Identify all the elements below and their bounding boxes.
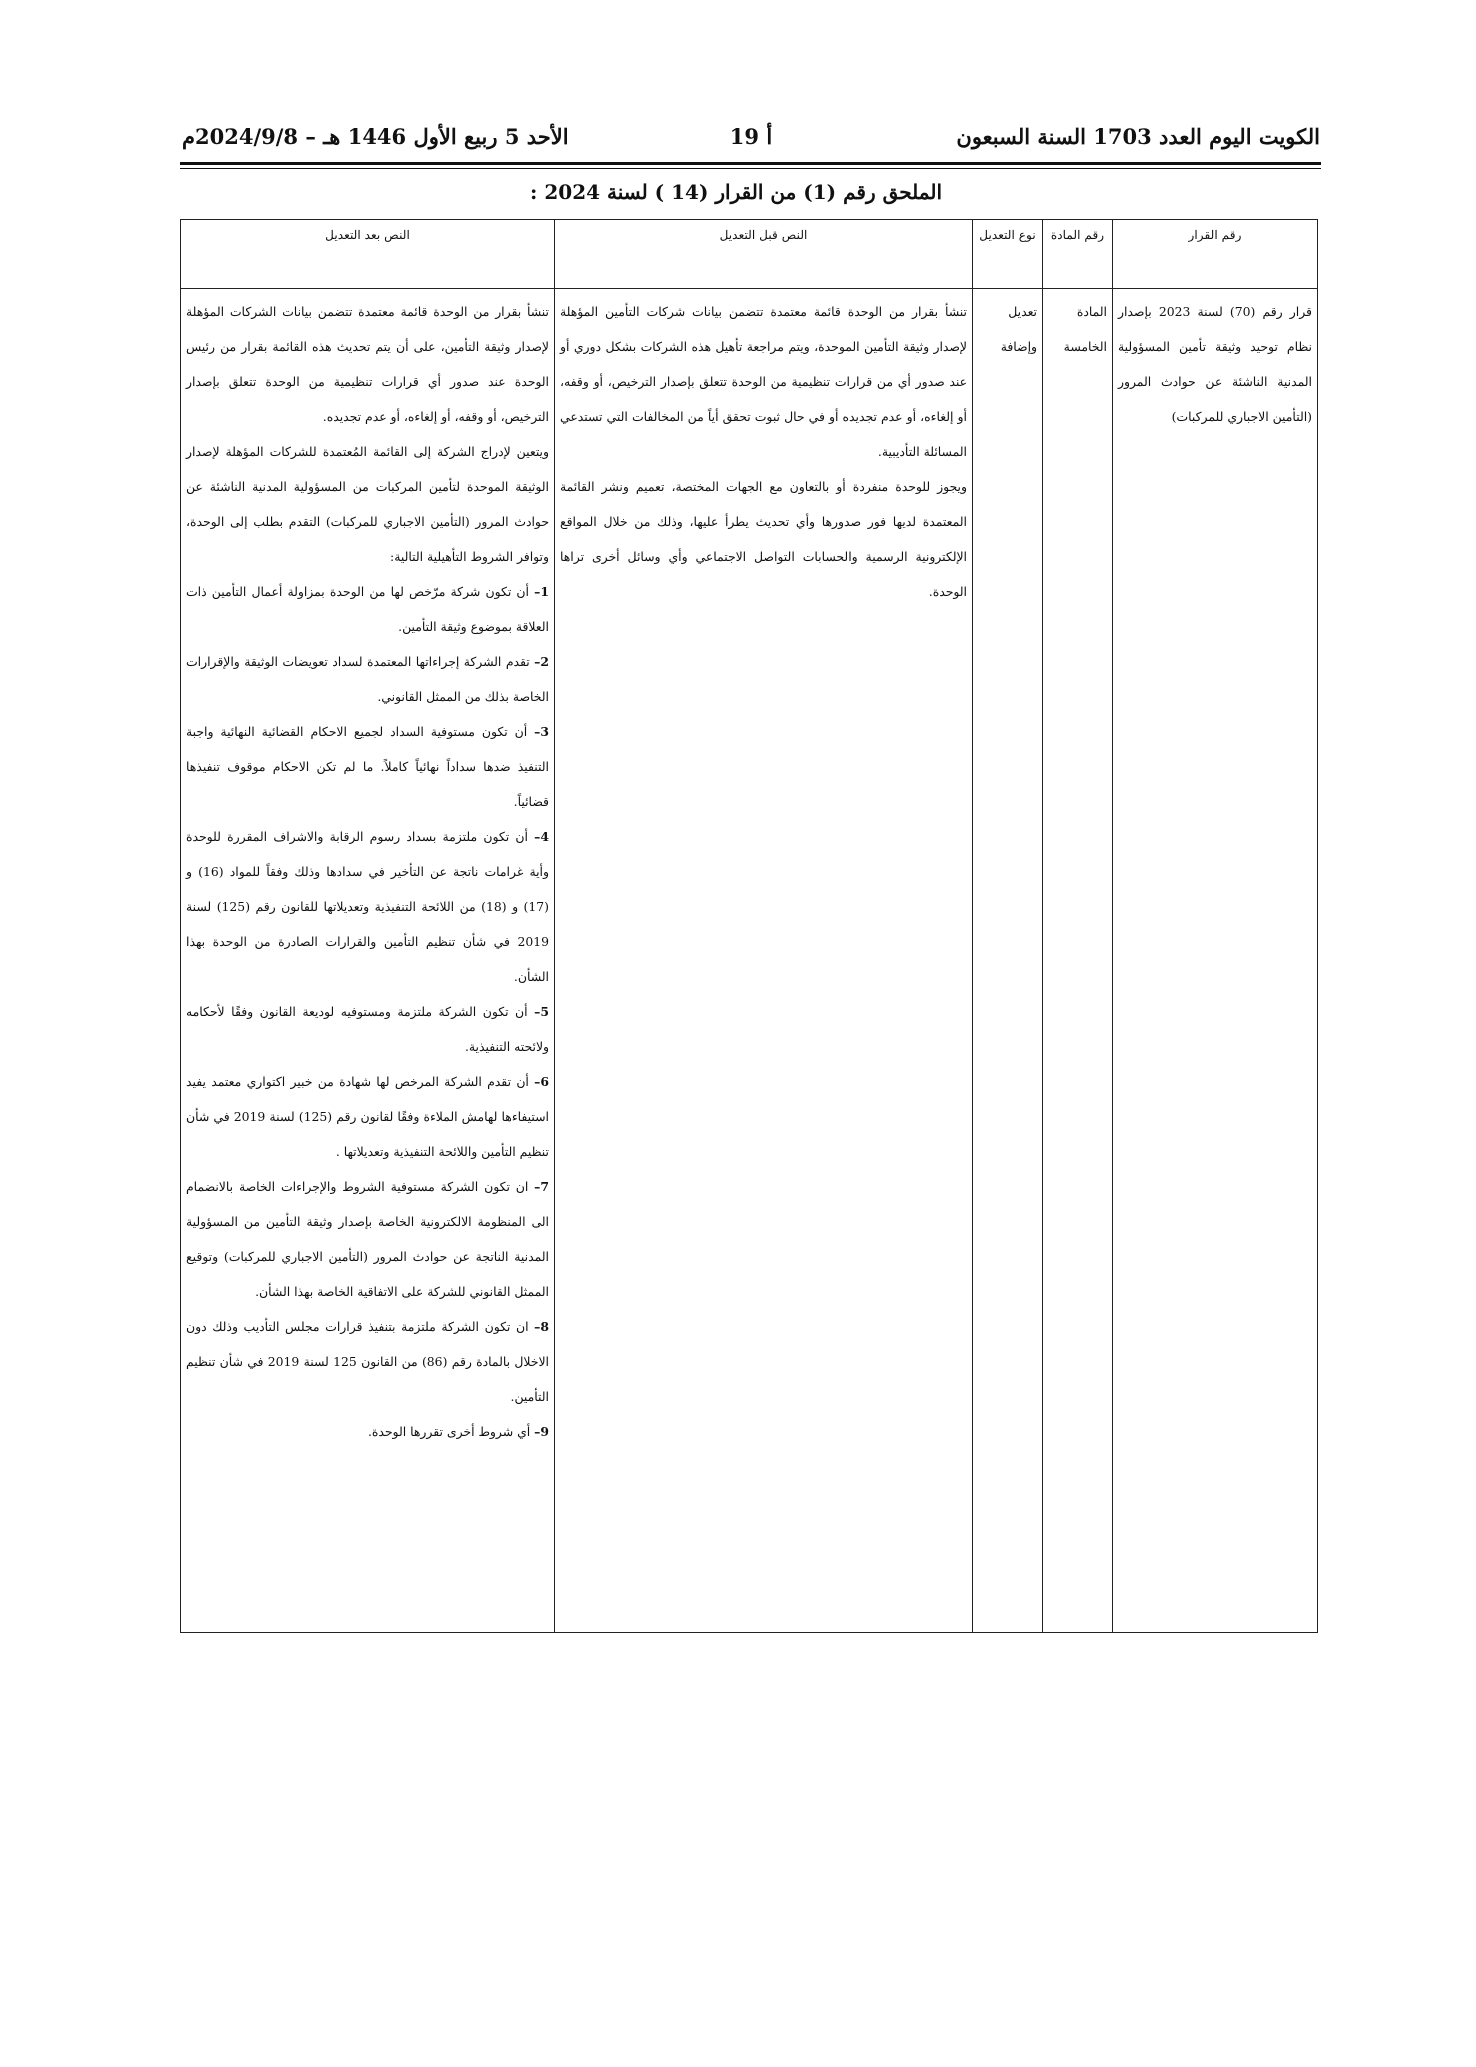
condition-text: أن تكون شركة مرّخص لها من الوحدة بمزاولة أعمال التأمين ذات العلاقة بموضوع وثيقة التأمين. xyxy=(186,584,549,634)
text-before-para-2: ويجوز للوحدة منفردة أو بالتعاون مع الجهات المختصة، تعميم ونشر القائمة المعتمدة لديها فور صدورها وأي تحديث يطرأ عليها، وذلك من خلال المواقع الإلكترونية الرسمية والحسابات التواصل الاجتماعي وأي وسائل أخرى تراها الوحدة. xyxy=(560,479,967,599)
condition-item-3 xyxy=(186,714,549,819)
condition-number: 8– xyxy=(534,1319,549,1334)
table-header-row xyxy=(181,220,1318,289)
condition-item-9 xyxy=(186,1414,549,1449)
condition-number: 7– xyxy=(534,1179,549,1194)
header-rule-thin xyxy=(180,168,1321,169)
condition-item-1 xyxy=(186,574,549,644)
condition-item-8 xyxy=(186,1309,549,1414)
condition-item-2 xyxy=(186,644,549,714)
amendment-table xyxy=(180,219,1318,1633)
cell-text-before xyxy=(555,289,973,1633)
condition-text: أن تكون مستوفية السداد لجميع الاحكام القضائية النهائية واجبة التنفيذ ضدها سداداً نهائياً كاملاً. ما لم تكن الاحكام موقوف تنفيذها قضائياً. xyxy=(186,724,549,809)
cell-amendment-type: تعديل وإضافة xyxy=(973,289,1043,1633)
text-after-intro-1: تنشأ بقرار من الوحدة قائمة معتمدة تتضمن بيانات الشركات المؤهلة لإصدار وثيقة التأمين، على أن يتم تحديث هذه القائمة بقرار من رئيس الوحدة عند صدور أي قرارات تنظيمية من الوحدة تتعلق بإصدار الترخيص، أو وقفه، أو إلغاءه، أو عدم تجديده. xyxy=(186,304,549,424)
issue-date: الأحد 5 ربيع الأول 1446 هـ – 2024/9/8م xyxy=(182,124,569,149)
header-article-no: رقم المادة xyxy=(1043,220,1113,289)
condition-text: تقدم الشركة إجراءاتها المعتمدة لسداد تعويضات الوثيقة والإقرارات الخاصة بذلك من الممثل القانوني. xyxy=(186,654,549,704)
text-before-para-1: تنشأ بقرار من الوحدة قائمة معتمدة تتضمن بيانات شركات التأمين المؤهلة لإصدار وثيقة التأمين الموحدة، ويتم مراجعة تأهيل هذه الشركات بشكل دوري أو عند صدور أي من قرارات تنظيمية من الوحدة تتعلق بإصدار الترخيص، أو وقفه، أو إلغاءه، أو عدم تجديده أو في حال ثبوت تحقق أياً من المخالفات التي تستدعي المسائلة التأديبية. xyxy=(560,304,967,459)
cell-article-no: المادة الخامسة xyxy=(1043,289,1113,1633)
condition-item-7 xyxy=(186,1169,549,1309)
table-row xyxy=(181,289,1318,1633)
condition-text: أن تقدم الشركة المرخص لها شهادة من خبير اكتواري معتمد يفيد استيفاءها لهامش الملاءة وفقًا لقانون رقم (125) لسنة 2019 في شأن تنظيم التأمين واللائحة التنفيذية وتعديلاتها . xyxy=(186,1074,549,1159)
condition-text: ان تكون الشركة مستوفية الشروط والإجراءات الخاصة بالانضمام الى المنظومة الالكترونية الخاصة بإصدار وثيقة التأمين من المسؤولية المدنية الناتجة عن حوادث المرور (التأمين الاجباري للمركبات) وتوقيع الممثل القانوني للشركة على الاتفاقية الخاصة بهذا الشأن. xyxy=(186,1179,549,1299)
condition-text: أي شروط أخرى تقررها الوحدة. xyxy=(367,1424,531,1439)
condition-item-6 xyxy=(186,1064,549,1169)
header-text-before: النص قبل التعديل xyxy=(555,220,973,289)
condition-number: 2– xyxy=(534,654,549,669)
condition-text: أن تكون الشركة ملتزمة ومستوفيه لوديعة القانون وفقًا لأحكامه ولائحته التنفيذية. xyxy=(186,1004,549,1054)
condition-number: 1– xyxy=(534,584,549,599)
condition-item-4 xyxy=(186,819,549,994)
page-header xyxy=(182,118,1320,158)
condition-number: 9– xyxy=(534,1424,549,1439)
condition-number: 5– xyxy=(534,1004,549,1019)
gazette-issue: الكويت اليوم العدد 1703 السنة السبعون xyxy=(956,124,1320,149)
condition-item-5 xyxy=(186,994,549,1064)
header-amendment-type: نوع التعديل xyxy=(973,220,1043,289)
condition-number: 4– xyxy=(534,829,549,844)
annex-title: الملحق رقم (1) من القرار (14 ) لسنة 2024 : xyxy=(530,180,942,204)
condition-number: 3– xyxy=(534,724,549,739)
condition-text: أن تكون ملتزمة بسداد رسوم الرقابة والاشراف المقررة للوحدة وأية غرامات ناتجة عن التأخير في سدادها وذلك وفقاً للمواد (16) و (17) و (18) من اللائحة التنفيذية وتعديلاتها للقانون رقم (125) لسنة 2019 في شأن تنظيم التأمين والقرارات الصادرة من الوحدة بهذا الشأن. xyxy=(186,829,549,984)
page-number: أ 19 xyxy=(729,124,773,149)
condition-text: ان تكون الشركة ملتزمة بتنفيذ قرارات مجلس التأديب وذلك دون الاخلال بالمادة رقم (86) من القانون 125 لسنة 2019 في شأن تنظيم التأمين. xyxy=(186,1319,549,1404)
header-text-after: النص بعد التعديل xyxy=(181,220,555,289)
cell-decision-no: قرار رقم (70) لسنة 2023 بإصدار نظام توحيد وثيقة تأمين المسؤولية المدنية الناشئة عن حوادث المرور (التأمين الاجباري للمركبات) xyxy=(1113,289,1318,1633)
header-rule-thick xyxy=(180,162,1321,165)
header-decision-no: رقم القرار xyxy=(1113,220,1318,289)
condition-number: 6– xyxy=(534,1074,549,1089)
cell-text-after xyxy=(181,289,555,1633)
text-after-intro-2: ويتعين لإدراج الشركة إلى القائمة المُعتمدة للشركات المؤهلة لإصدار الوثيقة الموحدة لتأمين المركبات من المسؤولية المدنية الناشئة عن حوادث المرور (التأمين الاجباري للمركبات) التقدم بطلب إلى الوحدة، وتوافر الشروط التأهيلية التالية: xyxy=(186,444,549,564)
